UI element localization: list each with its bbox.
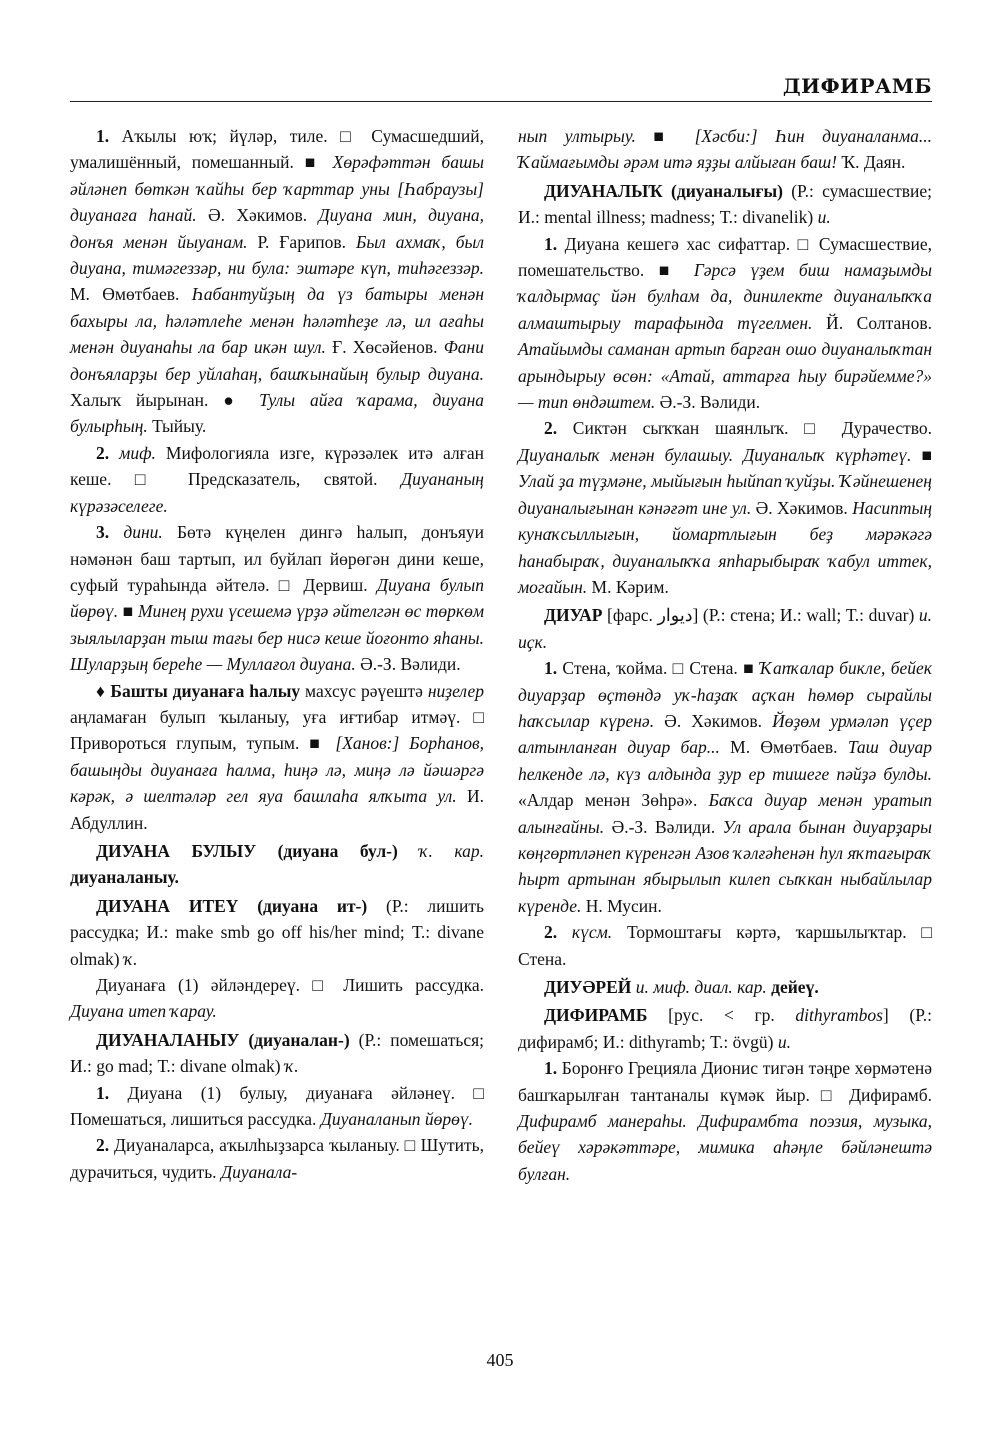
italic-example: Диуаналанып йөрөү. xyxy=(320,1109,473,1130)
italic-example: Һабантуйҙың да үз батыры менән бахыры ла, һәләтлеһе менән һәләтһеҙе лә, ил ағаһы менән диуанаһы ла бар икән шул. xyxy=(70,284,484,358)
sense-paragraph xyxy=(70,1080,484,1133)
running-head: ДИФИРАМБ xyxy=(782,74,932,98)
plain-text: Мифологияла изге, күрәзәлек итә алған кеше. xyxy=(70,442,484,490)
header-rule xyxy=(70,101,932,102)
italic-example: и. иҫк. xyxy=(518,605,932,652)
italic-example: [Ханов:] Борһанов, башыңды диуанаға һалма, һиңә лә, миңә лә йәшәргә кәрәк, ә шелтәләр гел яуа башлаһа ялҡыта ул. xyxy=(70,733,484,807)
plain-text: Боронғо Грецияла Дионис тигән тәңре хөрмәтенә башҡарылған тантаналы күмәк йыр. xyxy=(518,1058,932,1105)
italic-example: Баҡса диуар менән уратып алынғайны. xyxy=(518,790,932,837)
square-bullet-icon: ■ xyxy=(658,260,680,281)
italic-example: ҡ. кар. xyxy=(419,840,484,861)
dictionary-entry xyxy=(70,1027,484,1080)
plain-text xyxy=(244,390,259,410)
bold-text: дейеү. xyxy=(771,977,819,997)
bold-text: ДИУАНАЛАНЫУ (диуаналан-) xyxy=(96,1029,350,1050)
plain-text: Халыҡ йырынан. xyxy=(70,390,224,411)
plain-text: «Алдар менән Зөһрә». xyxy=(518,790,709,811)
plain-text: Шутить, дурачиться, чудить. xyxy=(70,1135,484,1182)
bold-text: ДИУАНА ИТЕҮ (диуана ит-) xyxy=(96,895,368,916)
plain-text: Дервиш. xyxy=(294,574,377,595)
plain-text: Ҡ. Даян. xyxy=(837,152,906,173)
italic-example: [Хәсби:] Һин диуаналанма... Ҡаймағымды әрәм итә яҙҙы алйыған баш! xyxy=(518,126,932,173)
square-bullet-icon: ■ xyxy=(653,126,678,146)
plain-text: Дифирамб. xyxy=(838,1084,932,1105)
plain-text: Ә. Хәкимов. xyxy=(751,497,853,518)
italic-example: Гәрсә үҙем биш намаҙымды ҡалдырмаҫ йән булһам да, динилекте диуаналыҡҡа алмаштырыу тарафында түгелмен. xyxy=(518,260,932,333)
italic-example: Ҡапҡалар бикле, бейек диуарҙар өҫтөндә уҡ-һаҙаҡ аҫҡан һөмөр сырайлы һаҡсылар күренә. xyxy=(518,658,932,731)
plain-text: М. Өмөтбаев. xyxy=(719,737,848,758)
italic-example: ҡ. xyxy=(123,948,138,969)
italic-example: Атайымды саманан артып барған ошо диуаналыҡтан арындырыу өсөн: «Атай, аттарға һыу бирәйемме?» — тип өндәштем. xyxy=(518,339,932,413)
italic-example: нып ултырыу. xyxy=(518,126,636,146)
plain-text: Диуанаға (1) әйләндереү. xyxy=(96,975,313,995)
italic-example: миф. xyxy=(119,442,156,463)
bold-text: Башты диуанаға һалыу xyxy=(110,680,301,701)
bold-text: ДИУАНА БУЛЫУ (диуана бул-) xyxy=(96,840,398,861)
bold-text: 1. xyxy=(544,1058,558,1079)
square-bullet-icon: ■ xyxy=(304,152,322,173)
box-bullet-icon: □ xyxy=(312,975,331,995)
italic-example: Был ахмаҡ, был диуана, тимәгеззәр, ни була: эштәре күп, тиһәгеззәр. xyxy=(70,231,484,279)
bold-text: 2. xyxy=(96,442,110,463)
plain-text: Привороться глупым, тупым. xyxy=(70,733,310,754)
plain-text: Сиктән сыҡҡан шаянлыҡ. xyxy=(557,418,805,439)
plain-text: М. Кәрим. xyxy=(587,576,669,597)
plain-text: аңламаған булып ҡыланыу, уға иғтибар итмәү. xyxy=(70,706,474,727)
plain-text: Лишить рассудка. xyxy=(330,975,484,995)
plain-text: Сумасшедший, умалишённый, помешанный. xyxy=(70,126,484,173)
italic-example: Дифирамб манераһы. Дифирамбта поэзия, музыка, бейеү хәрәкәттәре, мимика аһәңле бәйләнештә булған. xyxy=(518,1111,932,1184)
italic-example: и. миф. диал. кар. xyxy=(635,977,767,997)
bold-text: 2. xyxy=(544,922,558,943)
bold-text: 1. xyxy=(544,233,558,254)
bold-text: 2. xyxy=(96,1135,110,1156)
plain-text: Ғ. Хөсәйенов. xyxy=(325,337,444,358)
plain-text xyxy=(636,126,654,146)
box-bullet-icon: □ xyxy=(340,126,359,146)
plain-text: Стена. xyxy=(518,948,567,969)
plain-text xyxy=(109,522,123,542)
italic-example: и. xyxy=(817,207,831,228)
sense-paragraph xyxy=(70,678,484,836)
plain-text xyxy=(911,445,921,465)
plain-text: Ә.-З. Вәлиди. xyxy=(655,392,761,413)
sense-paragraph xyxy=(70,123,484,440)
italic-example: Диуананың күрәзәселеге. xyxy=(70,469,484,516)
sense-paragraph xyxy=(70,1132,484,1185)
italic-example: күсм. xyxy=(571,922,613,943)
italic-example: Таш диуар һелкенде лә, күз алдында ҙур ер тишеге пәйҙә булды. xyxy=(518,737,933,784)
box-bullet-icon: □ xyxy=(278,574,295,595)
plain-text: Бөтә күңелен дингә һалып, донъяуи нәмәнән баш тартып, ил буйлап йөрөгән дини кеше, суфый тураһында әйтелә. xyxy=(70,522,484,595)
bold-text: диуаналаныу. xyxy=(70,867,179,888)
sense-paragraph xyxy=(70,519,484,677)
sense-paragraph xyxy=(518,415,932,600)
circle-bullet-icon: ● xyxy=(223,390,245,411)
box-bullet-icon: □ xyxy=(804,418,827,439)
right-column xyxy=(518,123,932,1187)
plain-text: Предсказатель, святой. xyxy=(164,469,401,490)
plain-text: Диуана (1) булыу, диуанаға әйләнеү. xyxy=(109,1082,474,1103)
sense-paragraph xyxy=(518,655,932,919)
dictionary-entry xyxy=(518,602,932,655)
plain-text: (Р.: помешаться; И.: go mad; Т.: divane olmak) xyxy=(70,1029,484,1077)
box-bullet-icon: □ xyxy=(473,1082,484,1103)
plain-text: [фарс. دیوار] (Р.: стена; И.: wall; Т.: duvar) xyxy=(602,605,919,626)
plain-text: Диуаналарса, аҡылһыҙзарса ҡыланыу. xyxy=(109,1135,405,1156)
plain-text: И. Абдуллин. xyxy=(70,786,485,833)
plain-text: Стена, ҡойма. xyxy=(557,658,673,679)
italic-example: Диуаналыҡ менән булашыу. Диуаналыҡ күрһәтеү. xyxy=(518,444,912,465)
plain-text: Ә. Хәкимов. xyxy=(196,205,319,226)
bold-text: 1. xyxy=(544,658,558,679)
square-bullet-icon: ■ xyxy=(743,658,755,679)
plain-text: Тормоштағы кәртә, ҡаршылыҡтар. xyxy=(612,922,922,943)
plain-text: Й. Солтанов. xyxy=(812,312,932,333)
plain-text: Ә. Хәкимов. xyxy=(654,710,773,731)
italic-example: Диуана мин, диуана, донъя менән йыуанам. xyxy=(70,205,485,252)
plain-text: Стена. xyxy=(684,658,744,679)
plain-text xyxy=(109,443,119,463)
plain-text: Помешаться, лишиться рассудка. xyxy=(70,1109,321,1130)
plain-text: Сумасшествие, помешательство. xyxy=(518,233,932,281)
box-bullet-icon: □ xyxy=(134,469,165,490)
bold-text: ДИУӘРЕЙ xyxy=(544,977,632,997)
page-number: 405 xyxy=(486,1350,514,1370)
box-bullet-icon: □ xyxy=(820,1084,839,1105)
italic-example: Улай ҙа түҙмәне, мыйығын һыйпап ҡуйҙы. Ҡәйнешенең диуаналығынан кәнәғәт ине ул. xyxy=(518,471,932,518)
sense-paragraph xyxy=(518,919,932,972)
box-bullet-icon: □ xyxy=(404,1135,416,1156)
sense-paragraph xyxy=(518,1055,932,1187)
bold-text: ДИУАНАЛЫҠ (диуаналығы) xyxy=(544,180,783,201)
box-bullet-icon: □ xyxy=(797,233,812,254)
plain-text: Дурачество. xyxy=(826,418,932,439)
plain-text: махсус рәүештә xyxy=(300,680,428,701)
bold-text: 1. xyxy=(96,126,110,146)
bold-text: ДИУАР xyxy=(544,605,603,626)
plain-text: Н. Мусин. xyxy=(581,895,662,916)
italic-example: ҡ. xyxy=(285,1056,299,1077)
italic-example: dithyrambos xyxy=(795,1005,883,1026)
bold-text: ДИФИРАМБ xyxy=(544,1005,648,1026)
bold-text: 1. xyxy=(96,1082,110,1103)
box-bullet-icon: □ xyxy=(921,922,932,943)
italic-example: и. xyxy=(777,1031,792,1052)
plain-text: ] (Р.: дифирамб; И.: dithyramb; Т.: övgü) xyxy=(518,1005,932,1052)
italic-example: Йөҙөм урмәләп үҫер алтынланған диуар бар... xyxy=(518,710,932,758)
bold-text: 3. xyxy=(96,522,110,543)
italic-example: ниҙелер xyxy=(427,680,484,701)
italic-example: Фани донъяларҙы бер уйлаһаң, башҡынайың булыр диуана. xyxy=(70,337,484,384)
dictionary-entry xyxy=(518,1002,932,1055)
plain-text xyxy=(322,152,333,172)
plain-text: Диуана кешегә хас сифаттар. xyxy=(557,233,798,254)
box-bullet-icon: □ xyxy=(672,658,685,679)
continued-text xyxy=(518,123,932,176)
dictionary-entry xyxy=(518,178,932,231)
italic-example: Ул арала бынан диуарҙары көңгөртләнеп күренгән Азов ҡәлғәһенән һул яҡтағыраҡ һырт артынан ябырылып килеп сыҡкан ныбайлылар күренде. xyxy=(518,816,932,916)
square-bullet-icon: ■ xyxy=(122,601,134,622)
plain-text xyxy=(557,922,572,942)
square-bullet-icon: ■ xyxy=(921,444,933,465)
dictionary-entry xyxy=(70,838,484,891)
plain-text xyxy=(677,126,695,146)
plain-text: М. Өмөтбаев. xyxy=(70,284,192,305)
italic-example: Диуана итеп ҡарау. xyxy=(70,1001,217,1022)
square-bullet-icon: ■ xyxy=(309,733,326,754)
italic-example: Диуанала- xyxy=(220,1161,298,1182)
plain-text xyxy=(398,841,419,861)
plain-text: Тыйыу. xyxy=(147,416,207,437)
sense-paragraph xyxy=(518,231,932,416)
italic-example: дини. xyxy=(123,522,163,543)
dictionary-entry xyxy=(70,893,484,972)
plain-text: Аҡылы юҡ; йүләр, тиле. xyxy=(109,126,341,146)
box-bullet-icon: □ xyxy=(473,706,484,727)
plain-text: Р. Ғарипов. xyxy=(247,231,356,252)
italic-example: Минең рухи үсешемә үрҙә әйтелгән өс төркөм зыялыларҙан тыш тағы бер нисә кеше йоғонто яһаны. Шуларҙың береһе — Муллағол диуана. xyxy=(70,601,485,675)
plain-text: (Р.: лишить рассудка; И.: make smb go off his/her mind; Т.: divane olmak) xyxy=(70,895,484,969)
sense-paragraph xyxy=(70,440,484,519)
dictionary-entry xyxy=(518,974,932,1000)
sense-paragraph xyxy=(70,972,484,1025)
plain-text xyxy=(679,260,693,280)
italic-example: Диуана булып йөрөү. xyxy=(70,574,485,622)
plain-text: Ә.-З. Вәлиди. xyxy=(355,654,461,675)
plain-text: [рус. < гр. xyxy=(647,1005,796,1026)
plain-text: (Р.: сумасшествие; И.: mental illness; madness; Т.: divanelik) xyxy=(518,180,932,228)
italic-example: Тулы айға ҡарама, диуана булырһың. xyxy=(70,390,485,437)
left-column xyxy=(70,123,484,1185)
plain-text xyxy=(325,733,335,753)
bold-text: 2. xyxy=(544,418,558,439)
italic-example: Хөрәфәттән башы әйләнеп бөткән ҡайһы бер ҡарттар уны [Һабраузы] диуанаға һанай. xyxy=(70,152,485,226)
italic-example: Насиптың кунаҡсыллығын, йомартлығын беҙ мәрәкәгә һанабыраҡ, диуаналыҡҡа япһарыбыраҡ ҡабул иттек, могайын. xyxy=(518,497,933,597)
plain-text: Ә.-З. Вәлиди. xyxy=(604,816,723,837)
diamond-bullet-icon: ♦ xyxy=(96,680,106,701)
